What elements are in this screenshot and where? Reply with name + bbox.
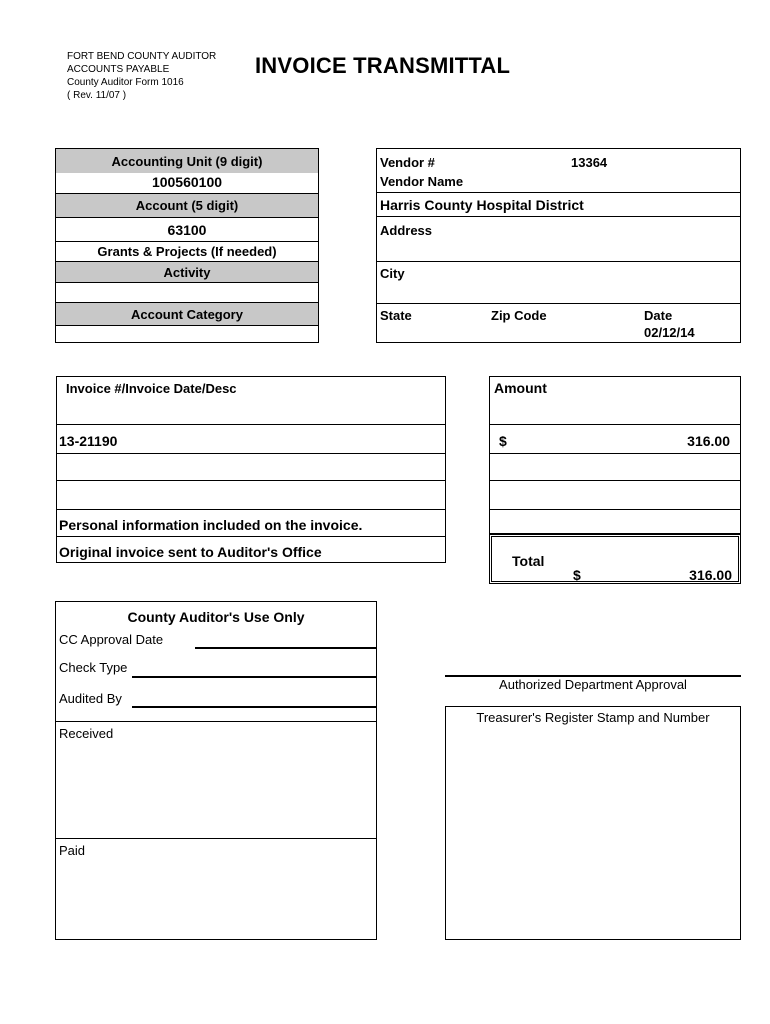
vendor-name-label: Vendor Name	[380, 174, 464, 189]
vendor-name-row	[377, 192, 740, 216]
invoice-line-2[interactable]	[57, 453, 445, 480]
amount-line-2[interactable]	[490, 453, 740, 480]
paid-label: Paid	[59, 843, 86, 858]
city-label: City	[380, 266, 405, 281]
authorized-approval-label: Authorized Department Approval	[499, 677, 687, 692]
vendor-panel	[376, 148, 741, 343]
amount-line-1[interactable]	[490, 424, 740, 453]
accounting-unit-value[interactable]: 100560100	[151, 174, 223, 190]
header-org	[67, 50, 216, 102]
invoice-line-3[interactable]	[57, 480, 445, 509]
invoice-note-row-2	[57, 536, 445, 563]
grants-projects-label: Grants & Projects (If needed)	[56, 241, 318, 261]
state-label: State	[380, 308, 412, 323]
treasurer-stamp-label: Treasurer's Register Stamp and Number	[476, 710, 710, 725]
received-label: Received	[59, 726, 114, 741]
invoice-number[interactable]: 13-21190	[59, 433, 118, 449]
date-label: Date	[644, 308, 673, 323]
vendor-number-row	[377, 149, 740, 173]
invoice-desc-header: Invoice #/Invoice Date/Desc	[66, 381, 237, 396]
received-area[interactable]	[56, 721, 376, 838]
auditor-use-section	[55, 601, 377, 940]
zip-code-label: Zip Code	[491, 308, 547, 323]
city-row[interactable]	[377, 261, 740, 303]
accounting-panel	[55, 148, 319, 343]
cc-approval-label: CC Approval Date	[59, 632, 164, 647]
vendor-number-value[interactable]: 13364	[571, 155, 608, 170]
invoice-header-row	[57, 377, 445, 424]
total-currency: $	[573, 567, 581, 583]
audited-by-label: Audited By	[59, 691, 122, 706]
amount-table	[489, 376, 741, 534]
activity-label: Activity	[56, 261, 318, 282]
form-name: County Auditor Form 1016	[67, 77, 184, 88]
paid-area[interactable]	[56, 838, 376, 940]
invoice-line-1[interactable]	[57, 424, 445, 453]
check-type-label: Check Type	[59, 660, 128, 675]
vendor-number-label: Vendor #	[380, 155, 435, 170]
amount-line-4[interactable]	[490, 509, 740, 535]
personal-info-note: Personal information included on the invoice.	[59, 517, 363, 533]
audited-by-line[interactable]	[132, 706, 376, 708]
total-label: Total	[512, 553, 545, 569]
check-type-line[interactable]	[132, 676, 376, 678]
amount-value[interactable]: 316.00	[687, 433, 730, 449]
total-value[interactable]: 316.00	[689, 567, 732, 583]
auditor-section-title: County Auditor's Use Only	[127, 609, 305, 625]
form-revision: ( Rev. 11/07 )	[67, 90, 127, 101]
vendor-name-value[interactable]: Harris County Hospital District	[380, 197, 584, 213]
activity-field[interactable]	[56, 282, 318, 302]
amount-currency: $	[499, 433, 507, 449]
amount-header: Amount	[494, 380, 547, 396]
invoice-note-row-1	[57, 509, 445, 536]
address-label: Address	[380, 223, 433, 238]
address-row[interactable]	[377, 216, 740, 261]
cc-approval-date-line[interactable]	[195, 647, 376, 649]
total-box	[489, 534, 741, 584]
treasurer-stamp-box[interactable]	[445, 706, 741, 940]
account-category-label: Account Category	[56, 302, 318, 325]
amount-line-3[interactable]	[490, 480, 740, 509]
account-category-field[interactable]	[56, 325, 318, 343]
original-invoice-note: Original invoice sent to Auditor's Office	[59, 544, 322, 560]
amount-header-row	[490, 377, 740, 424]
page-title: INVOICE TRANSMITTAL	[255, 53, 511, 78]
accounting-unit-label: Accounting Unit (9 digit)	[56, 149, 318, 173]
org-line1: FORT BEND COUNTY AUDITOR	[67, 51, 217, 62]
invoice-description-table	[56, 376, 446, 563]
account-value[interactable]: 63100	[56, 217, 318, 241]
state-zip-date-row	[377, 303, 740, 343]
org-line2: ACCOUNTS PAYABLE	[67, 64, 170, 75]
date-value[interactable]: 02/12/14	[644, 325, 695, 340]
account-label: Account (5 digit)	[56, 193, 318, 217]
